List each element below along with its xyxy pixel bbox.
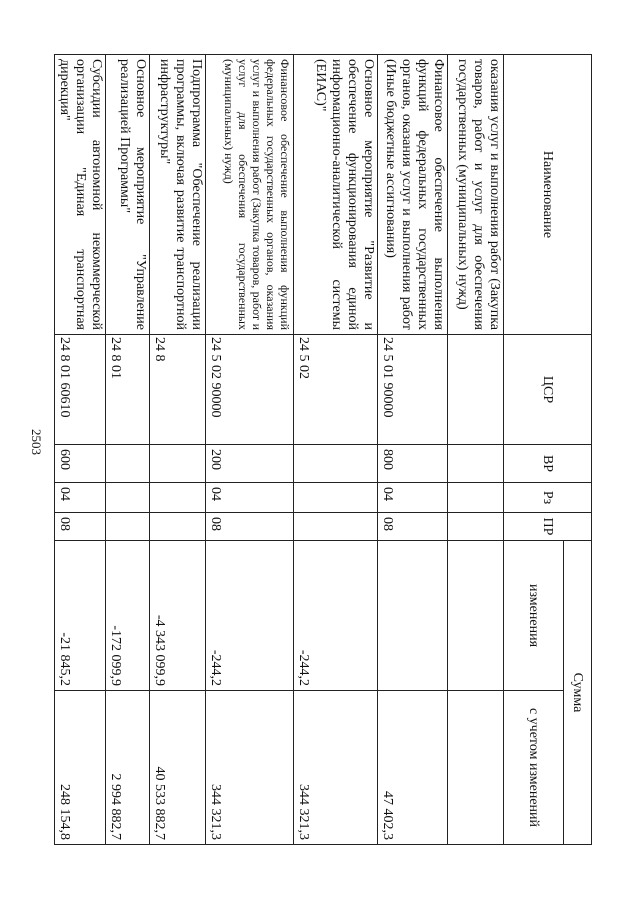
table-row xyxy=(378,55,448,845)
row-name: Финансовое обеспечение выполнения функций федеральных государственных органов, оказания услуг и выполнения работ (Иные бюджетные ассигнования) xyxy=(378,55,448,335)
row-change: -172 099,9 xyxy=(106,541,150,691)
row-vr xyxy=(106,445,150,483)
row-total: 248 154,8 xyxy=(55,691,106,845)
header-rz: Рз xyxy=(504,483,592,513)
row-change: -244,2 xyxy=(294,541,378,691)
table-row xyxy=(294,55,378,845)
table-row xyxy=(206,55,294,845)
row-vr: 600 xyxy=(55,445,106,483)
row-total: 2 994 882,7 xyxy=(106,691,150,845)
row-total: 344 321,3 xyxy=(294,691,378,845)
row-total: 344 321,3 xyxy=(206,691,294,845)
row-rz: 04 xyxy=(55,483,106,513)
row-csr: 24 5 02 90000 xyxy=(206,335,294,445)
row-name: Подпрограмма "Обеспечение реализации программы, включая развитие транспортной инфраструктуры" xyxy=(150,55,206,335)
row-rz: 04 xyxy=(378,483,448,513)
row-name: Финансовое обеспечение выполнения функций федеральных государственных органов, оказания услуг и выполнения работ (Закупка товаров, работ и услуг для обеспечения государственных (муниципальных) нужд) xyxy=(206,55,294,335)
row-rz xyxy=(294,483,378,513)
row-pr: 08 xyxy=(55,513,106,541)
header-name: Наименование xyxy=(504,55,592,335)
row-name: Основное мероприятие "Развитие и обеспечение функционирования единой информационно-аналитической системы (ЕИАС)" xyxy=(294,55,378,335)
row-vr xyxy=(150,445,206,483)
row-csr: 24 5 01 90000 xyxy=(378,335,448,445)
header-with-changes: с учетом изменений xyxy=(504,691,564,845)
row-pr: 08 xyxy=(206,513,294,541)
header-pr: ПР xyxy=(504,513,592,541)
row-name: Основное мероприятие "Управление реализацией Программы" xyxy=(106,55,150,335)
row-vr: 200 xyxy=(206,445,294,483)
row-csr xyxy=(448,335,504,445)
header-changes: изменения xyxy=(504,541,564,691)
row-name: оказания услуг и выполнения работ (Закупка товаров, работ и услуг для обеспечения государственных (муниципальных) нужд) xyxy=(448,55,504,335)
row-change: -21 845,2 xyxy=(55,541,106,691)
row-pr xyxy=(106,513,150,541)
row-name: Субсидии автономной некоммерческой организации "Единая транспортная дирекция" xyxy=(55,55,106,335)
row-total: 47 402,3 xyxy=(378,691,448,845)
table-row xyxy=(55,55,106,845)
row-change xyxy=(378,541,448,691)
row-change: -4 343 099,9 xyxy=(150,541,206,691)
budget-table xyxy=(54,54,592,845)
header-vr: ВР xyxy=(504,445,592,483)
row-csr: 24 8 xyxy=(150,335,206,445)
page-number: 2503 xyxy=(29,429,44,455)
row-csr: 24 5 02 xyxy=(294,335,378,445)
row-rz xyxy=(150,483,206,513)
row-change xyxy=(448,541,504,691)
row-csr: 24 8 01 60610 xyxy=(55,335,106,445)
row-vr xyxy=(294,445,378,483)
row-rz xyxy=(106,483,150,513)
table-row xyxy=(106,55,150,845)
header-csr: ЦСР xyxy=(504,335,592,445)
row-total: 40 533 882,7 xyxy=(150,691,206,845)
table-row xyxy=(448,55,504,845)
header-sum: Сумма xyxy=(564,541,592,845)
row-pr: 08 xyxy=(378,513,448,541)
row-pr xyxy=(294,513,378,541)
row-change: -244,2 xyxy=(206,541,294,691)
row-rz xyxy=(448,483,504,513)
row-total xyxy=(448,691,504,845)
row-vr: 800 xyxy=(378,445,448,483)
row-csr: 24 8 01 xyxy=(106,335,150,445)
row-vr xyxy=(448,445,504,483)
row-pr xyxy=(150,513,206,541)
row-rz: 04 xyxy=(206,483,294,513)
row-pr xyxy=(448,513,504,541)
table-row xyxy=(150,55,206,845)
rotated-page xyxy=(57,54,592,844)
